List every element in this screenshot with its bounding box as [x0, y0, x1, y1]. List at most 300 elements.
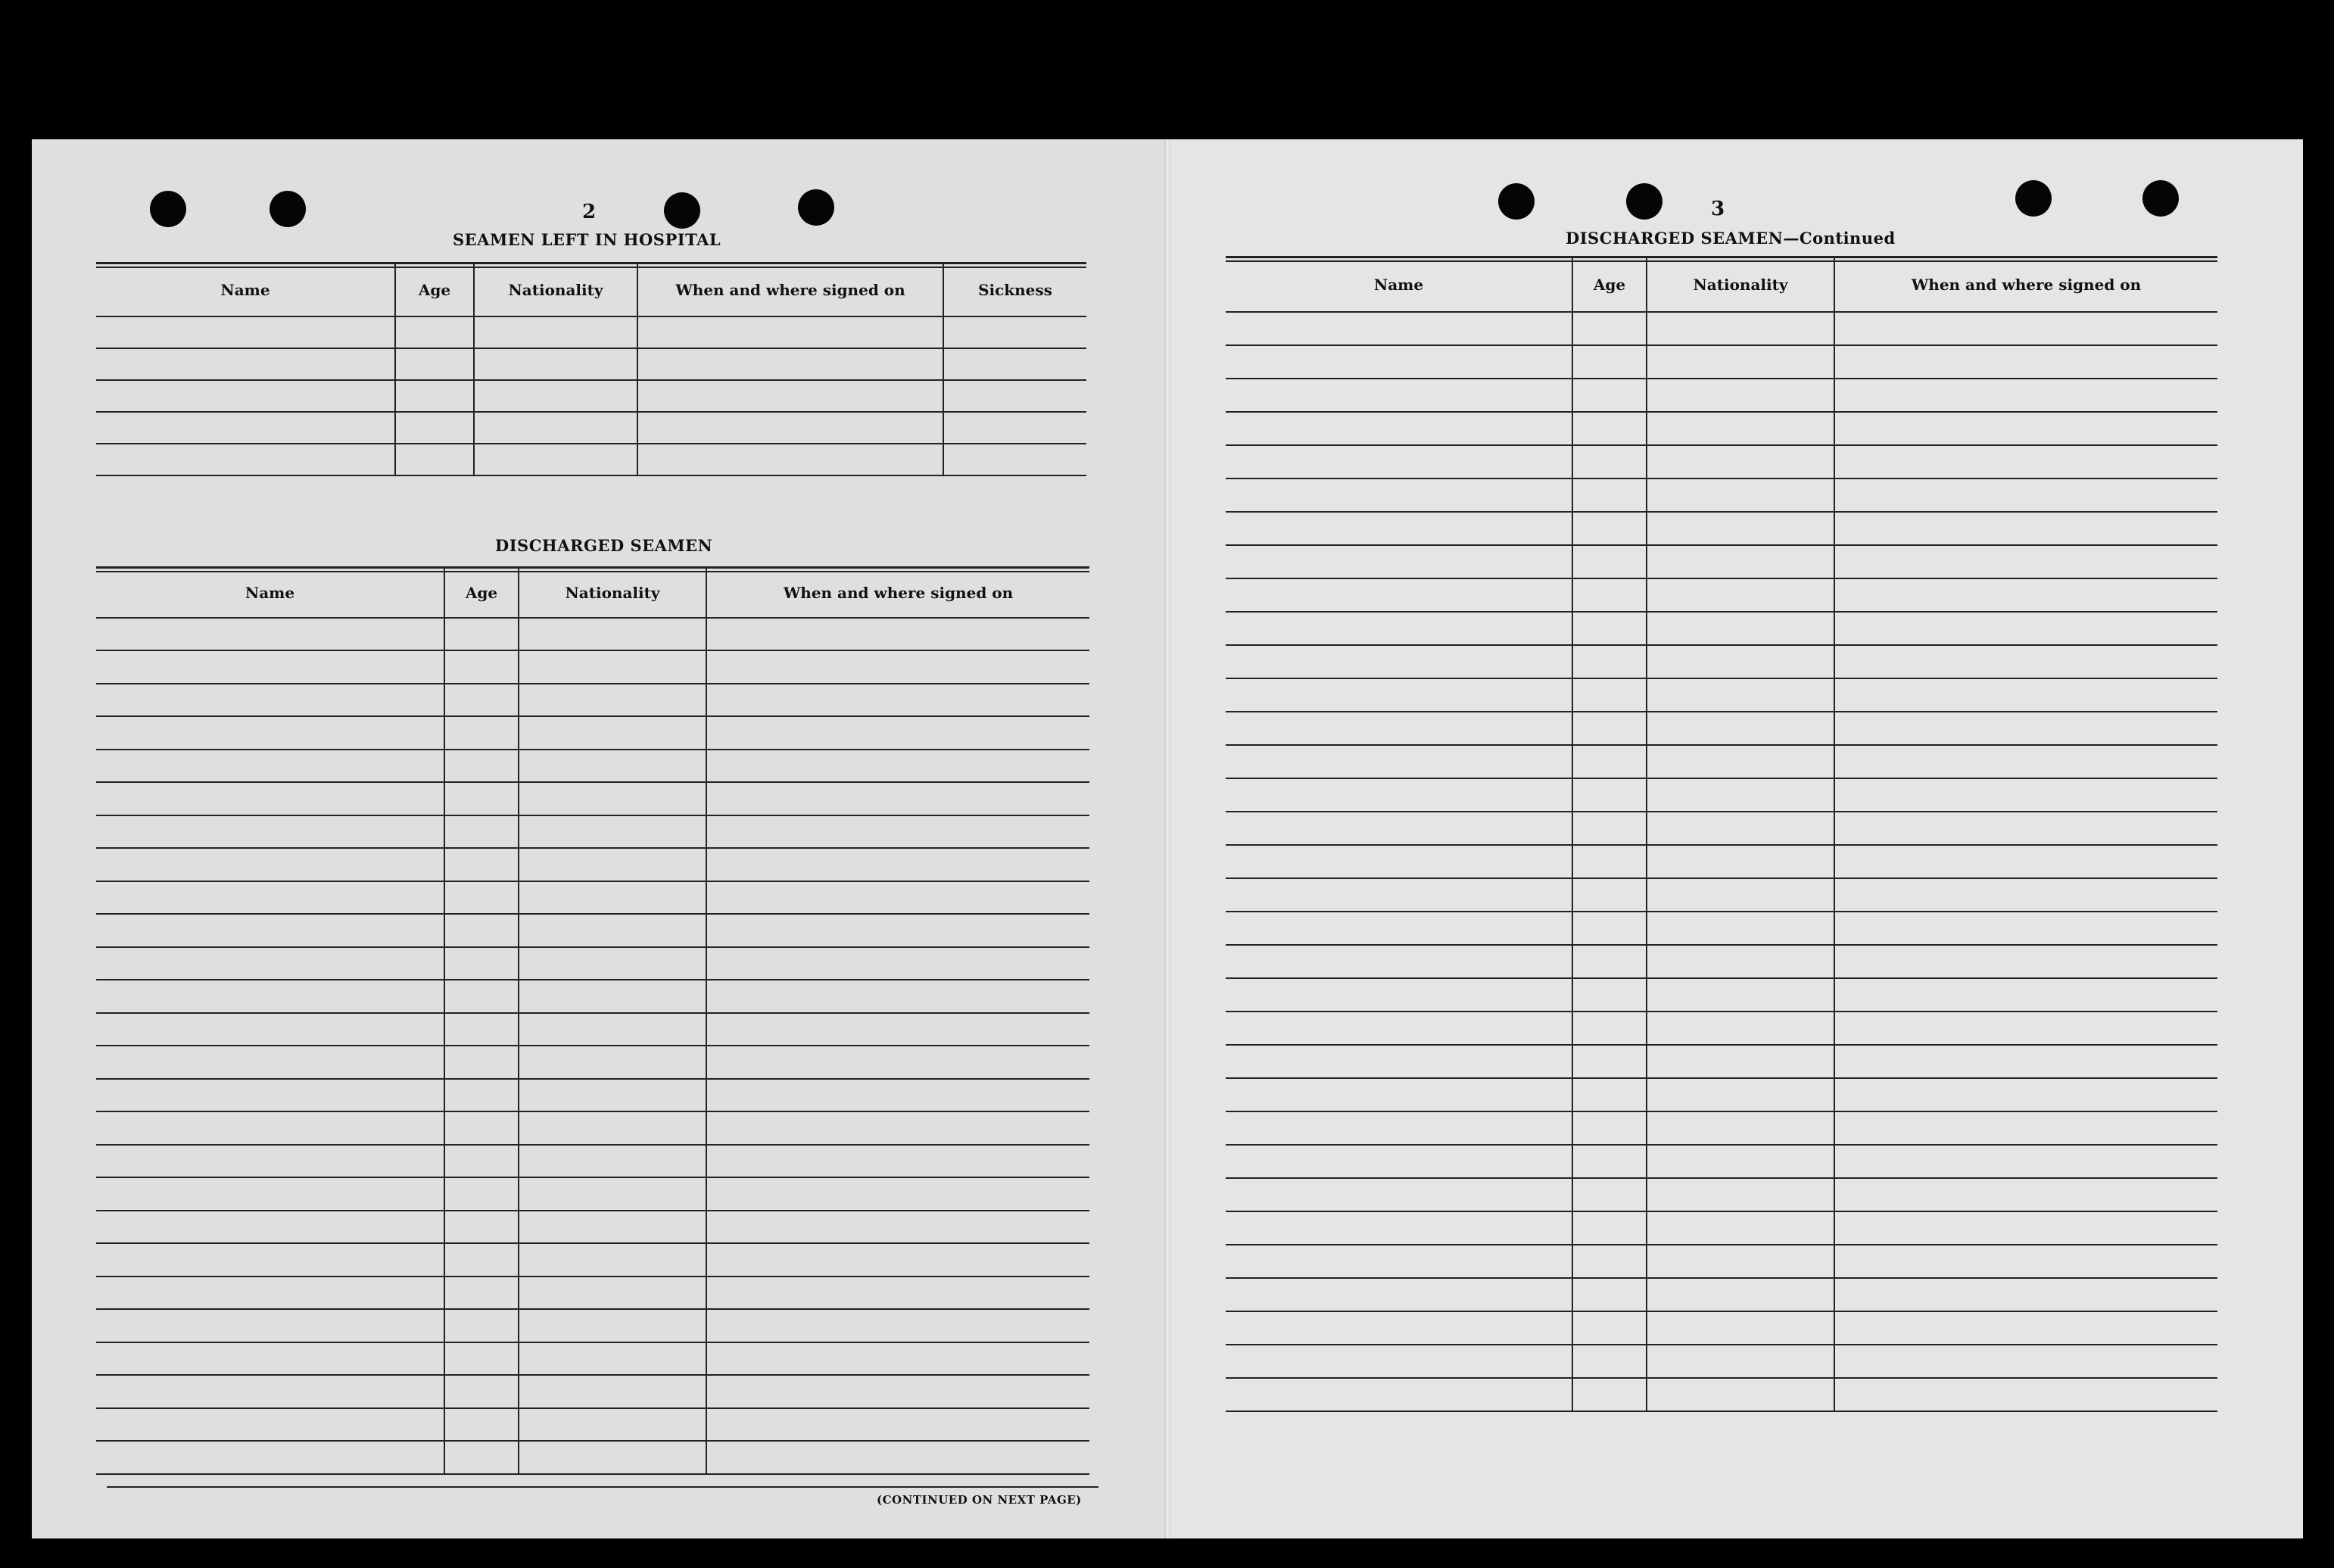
table-row — [1226, 1245, 2217, 1278]
table-cell — [1226, 1012, 1572, 1045]
table-cell — [706, 750, 1089, 783]
table-cell — [519, 947, 706, 980]
table-cell — [1226, 412, 1572, 445]
table-row — [96, 1309, 1089, 1342]
table-cell — [1226, 1245, 1572, 1278]
table-cell — [1834, 445, 2217, 479]
table-cell — [637, 380, 943, 412]
table-row — [96, 650, 1089, 684]
table-cell — [637, 412, 943, 444]
table-cell — [1647, 1178, 1834, 1211]
table-cell — [444, 684, 519, 717]
table-row — [1226, 1178, 2217, 1211]
table-cell — [1647, 812, 1834, 845]
table-cell — [706, 1375, 1089, 1408]
table-cell — [1572, 1278, 1647, 1311]
column-header: Nationality — [474, 263, 637, 316]
table-row — [1226, 612, 2217, 645]
table-cell — [1834, 1045, 2217, 1078]
table-cell — [1834, 778, 2217, 812]
table-cell — [1226, 745, 1572, 778]
table-cell — [1647, 1012, 1834, 1045]
table-row — [96, 1177, 1089, 1211]
table-row — [96, 348, 1086, 380]
table-cell — [1572, 578, 1647, 612]
table-row — [96, 1342, 1089, 1376]
table-cell — [474, 412, 637, 444]
table-cell — [519, 1408, 706, 1442]
table-cell — [1572, 1078, 1647, 1111]
table-cell — [1834, 878, 2217, 912]
column-header: Name — [96, 568, 444, 618]
table-cell — [1834, 712, 2217, 745]
table-cell — [1647, 1145, 1834, 1178]
table-cell — [1226, 712, 1572, 745]
table-cell — [1572, 845, 1647, 878]
table-cell — [1572, 745, 1647, 778]
table-cell — [706, 1441, 1089, 1474]
table-cell — [96, 914, 444, 947]
table-cell — [519, 848, 706, 881]
table-cell — [96, 1013, 444, 1046]
table-cell — [706, 1309, 1089, 1342]
table-row — [1226, 1211, 2217, 1245]
table-cell — [706, 848, 1089, 881]
punch-hole — [2142, 180, 2179, 217]
table-cell — [519, 980, 706, 1013]
table-cell — [1572, 778, 1647, 812]
table-cell — [519, 815, 706, 849]
table-cell — [444, 1211, 519, 1244]
table-cell — [1834, 578, 2217, 612]
table-cell — [474, 316, 637, 348]
table-cell — [1226, 479, 1572, 512]
table-cell — [519, 1145, 706, 1178]
table-cell — [96, 782, 444, 815]
table-cell — [706, 815, 1089, 849]
table-cell — [1226, 945, 1572, 978]
table-cell — [1647, 1211, 1834, 1245]
table-cell — [1226, 1111, 1572, 1145]
table-cell — [1226, 345, 1572, 379]
table-cell — [1226, 445, 1572, 479]
table-cell — [96, 380, 395, 412]
table-cell — [96, 444, 395, 475]
table-cell — [444, 914, 519, 947]
table-cell — [706, 1079, 1089, 1112]
table-cell — [96, 1309, 444, 1342]
punch-hole — [270, 191, 306, 227]
table-cell — [1647, 712, 1834, 745]
table-cell — [943, 380, 1086, 412]
table-cell — [1226, 545, 1572, 578]
column-header: Nationality — [519, 568, 706, 618]
table-row — [1226, 712, 2217, 745]
discharged-table — [96, 566, 1089, 1475]
table-row — [1226, 1012, 2217, 1045]
column-header: When and where signed on — [637, 263, 943, 316]
table-cell — [706, 980, 1089, 1013]
table-cell — [706, 684, 1089, 717]
table-cell — [1834, 1145, 2217, 1178]
table-row — [1226, 379, 2217, 412]
table-cell — [519, 1277, 706, 1310]
table-cell — [474, 348, 637, 380]
table-cell — [96, 1277, 444, 1310]
table-cell — [1834, 1278, 2217, 1311]
table-cell — [519, 1342, 706, 1376]
table-cell — [1226, 1178, 1572, 1211]
table-row — [96, 815, 1089, 849]
punch-hole — [1498, 183, 1535, 220]
table-cell — [1647, 978, 1834, 1012]
table-cell — [96, 980, 444, 1013]
table-cell — [444, 947, 519, 980]
table-cell — [96, 1177, 444, 1211]
table-cell — [1572, 1111, 1647, 1145]
title-suffix: —Continued — [1783, 229, 1896, 248]
table-cell — [519, 1046, 706, 1079]
table-cell — [1647, 1045, 1834, 1078]
table-cell — [1647, 312, 1834, 345]
table-cell — [96, 348, 395, 380]
table-cell — [1647, 945, 1834, 978]
table-cell — [706, 1243, 1089, 1277]
table-cell — [706, 1211, 1089, 1244]
table-cell — [1834, 845, 2217, 878]
table-row — [1226, 312, 2217, 345]
table-row — [96, 1145, 1089, 1178]
table-cell — [444, 1013, 519, 1046]
column-header: When and where signed on — [706, 568, 1089, 618]
table-cell — [1647, 1245, 1834, 1278]
table-cell — [1226, 379, 1572, 412]
table-cell — [444, 1145, 519, 1178]
table-cell — [1226, 845, 1572, 878]
table-cell — [706, 1111, 1089, 1145]
table-cell — [444, 1277, 519, 1310]
section-title-discharged-continued — [1566, 229, 1896, 248]
table-cell — [96, 1211, 444, 1244]
table-cell — [1226, 678, 1572, 712]
table-cell — [96, 947, 444, 980]
table-cell — [1834, 412, 2217, 445]
table-cell — [444, 1441, 519, 1474]
table-cell — [1226, 978, 1572, 1012]
table-cell — [96, 412, 395, 444]
table-cell — [706, 782, 1089, 815]
column-header: Age — [1572, 257, 1647, 312]
table-cell — [1647, 578, 1834, 612]
table-cell — [96, 1375, 444, 1408]
table-cell — [1834, 945, 2217, 978]
table-row — [96, 1441, 1089, 1474]
table-cell — [1572, 1211, 1647, 1245]
table-cell — [1226, 612, 1572, 645]
table-cell — [444, 1111, 519, 1145]
table-cell — [706, 716, 1089, 750]
table-cell — [1834, 678, 2217, 712]
table-row — [1226, 445, 2217, 479]
table-cell — [1572, 878, 1647, 912]
table-cell — [519, 782, 706, 815]
table-cell — [1572, 1378, 1647, 1411]
table-cell — [96, 1243, 444, 1277]
column-header: Name — [1226, 257, 1572, 312]
table-cell — [1834, 645, 2217, 678]
punch-hole — [2015, 180, 2052, 217]
table-row — [96, 1211, 1089, 1244]
table-cell — [1572, 1145, 1647, 1178]
table-cell — [474, 380, 637, 412]
table-cell — [519, 1375, 706, 1408]
table-cell — [1226, 512, 1572, 545]
table-row — [1226, 1078, 2217, 1111]
table-row — [1226, 1045, 2217, 1078]
table-row — [96, 380, 1086, 412]
table-cell — [519, 684, 706, 717]
title-main: DISCHARGED SEAMEN — [1566, 229, 1784, 248]
table-cell — [96, 750, 444, 783]
table-cell — [1572, 345, 1647, 379]
table-cell — [96, 1408, 444, 1442]
table-cell — [519, 1111, 706, 1145]
page-number: 2 — [582, 201, 597, 223]
table-cell — [519, 1211, 706, 1244]
table-row — [96, 1111, 1089, 1145]
table-cell — [1226, 1145, 1572, 1178]
table-cell — [1647, 1378, 1834, 1411]
table-cell — [1647, 612, 1834, 645]
table-cell — [474, 444, 637, 475]
table-cell — [1647, 778, 1834, 812]
table-row — [1226, 578, 2217, 612]
table-row — [1226, 678, 2217, 712]
punch-hole — [1626, 183, 1662, 220]
table-cell — [444, 848, 519, 881]
table-row — [1226, 845, 2217, 878]
table-cell — [444, 782, 519, 815]
column-header: Nationality — [1647, 257, 1834, 312]
table-cell — [96, 815, 444, 849]
table-cell — [96, 1079, 444, 1112]
table-row — [1226, 912, 2217, 945]
table-row — [1226, 1378, 2217, 1411]
table-cell — [1834, 1211, 2217, 1245]
table-cell — [444, 650, 519, 684]
table-cell — [444, 618, 519, 651]
table-cell — [1572, 1045, 1647, 1078]
table-row — [96, 1243, 1089, 1277]
table-cell — [1572, 479, 1647, 512]
table-cell — [1647, 479, 1834, 512]
continued-note: (CONTINUED ON NEXT PAGE) — [877, 1493, 1082, 1507]
table-cell — [444, 980, 519, 1013]
table-row — [96, 881, 1089, 915]
table-cell — [1834, 1378, 2217, 1411]
table-cell — [1226, 1211, 1572, 1245]
table-cell — [1647, 678, 1834, 712]
table-row — [1226, 1278, 2217, 1311]
table-cell — [395, 380, 474, 412]
table-cell — [1572, 812, 1647, 845]
table-cell — [519, 1243, 706, 1277]
table-cell — [1834, 345, 2217, 379]
table-cell — [519, 914, 706, 947]
table-cell — [1834, 612, 2217, 645]
table-cell — [395, 412, 474, 444]
table-cell — [706, 1013, 1089, 1046]
column-header: Sickness — [943, 263, 1086, 316]
table-cell — [444, 1046, 519, 1079]
table-row — [1226, 778, 2217, 812]
table-cell — [1226, 1078, 1572, 1111]
table-cell — [1834, 1178, 2217, 1211]
table-cell — [1226, 1045, 1572, 1078]
table-cell — [706, 1342, 1089, 1376]
table-cell — [519, 618, 706, 651]
table-cell — [1647, 1345, 1834, 1378]
table-cell — [1647, 745, 1834, 778]
table-row — [96, 618, 1089, 651]
table-cell — [1647, 1311, 1834, 1345]
table-cell — [1572, 978, 1647, 1012]
table-cell — [444, 1079, 519, 1112]
table-cell — [706, 1177, 1089, 1211]
table-cell — [1647, 912, 1834, 945]
table-row — [96, 750, 1089, 783]
table-row — [96, 848, 1089, 881]
table-row — [96, 444, 1086, 475]
table-row — [96, 980, 1089, 1013]
table-cell — [1647, 545, 1834, 578]
table-cell — [1572, 612, 1647, 645]
table-cell — [1834, 978, 2217, 1012]
table-cell — [1572, 545, 1647, 578]
table-cell — [1226, 878, 1572, 912]
table-cell — [1572, 445, 1647, 479]
table-cell — [1834, 545, 2217, 578]
table-row — [1226, 545, 2217, 578]
table-cell — [1572, 412, 1647, 445]
table-cell — [637, 444, 943, 475]
table-cell — [706, 914, 1089, 947]
table-row — [96, 782, 1089, 815]
column-header: Age — [395, 263, 474, 316]
table-row — [1226, 978, 2217, 1012]
table-cell — [1834, 1345, 2217, 1378]
table-row — [96, 716, 1089, 750]
table-cell — [519, 1079, 706, 1112]
table-cell — [1834, 1245, 2217, 1278]
table-cell — [943, 348, 1086, 380]
table-cell — [1834, 312, 2217, 345]
table-cell — [444, 1243, 519, 1277]
table-cell — [637, 316, 943, 348]
table-cell — [1647, 1111, 1834, 1145]
table-cell — [943, 412, 1086, 444]
table-row — [96, 914, 1089, 947]
table-row — [96, 1046, 1089, 1079]
table-cell — [519, 650, 706, 684]
table-cell — [1834, 1078, 2217, 1111]
column-header: Age — [444, 568, 519, 618]
table-cell — [96, 618, 444, 651]
table-cell — [1572, 1178, 1647, 1211]
table-row — [1226, 345, 2217, 379]
table-cell — [96, 1145, 444, 1178]
section-title-hospital: SEAMEN LEFT IN HOSPITAL — [453, 230, 721, 249]
table-cell — [1834, 479, 2217, 512]
table-cell — [519, 881, 706, 915]
table-cell — [1226, 1278, 1572, 1311]
table-cell — [519, 750, 706, 783]
table-row — [96, 1013, 1089, 1046]
table-cell — [706, 881, 1089, 915]
table-cell — [1572, 1012, 1647, 1045]
table-row — [96, 1375, 1089, 1408]
table-row — [1226, 512, 2217, 545]
table-row — [1226, 945, 2217, 978]
page-fold — [1164, 139, 1170, 1538]
table-cell — [706, 650, 1089, 684]
table-cell — [395, 348, 474, 380]
table-cell — [96, 316, 395, 348]
table-cell — [1226, 1311, 1572, 1345]
punch-hole — [150, 191, 186, 227]
table-row — [1226, 878, 2217, 912]
table-row — [96, 1277, 1089, 1310]
table-cell — [1572, 945, 1647, 978]
table-row — [1226, 1345, 2217, 1378]
discharged-continued-table-body — [1226, 312, 2217, 1411]
table-row — [1226, 1311, 2217, 1345]
table-cell — [1572, 312, 1647, 345]
table-cell — [706, 618, 1089, 651]
table-cell — [1572, 1245, 1647, 1278]
table-cell — [1834, 745, 2217, 778]
table-cell — [444, 1408, 519, 1442]
table-cell — [1226, 812, 1572, 845]
table-cell — [1572, 645, 1647, 678]
table-cell — [1647, 379, 1834, 412]
table-cell — [444, 881, 519, 915]
table-row — [96, 947, 1089, 980]
table-cell — [519, 1309, 706, 1342]
table-cell — [1226, 778, 1572, 812]
table-cell — [1834, 912, 2217, 945]
table-cell — [1647, 512, 1834, 545]
table-cell — [96, 1046, 444, 1079]
table-cell — [1834, 379, 2217, 412]
table-cell — [96, 650, 444, 684]
table-cell — [637, 348, 943, 380]
discharged-table-body — [96, 618, 1089, 1474]
table-cell — [96, 716, 444, 750]
table-cell — [1647, 878, 1834, 912]
table-cell — [444, 1342, 519, 1376]
table-cell — [1572, 912, 1647, 945]
punch-hole — [664, 192, 700, 229]
table-cell — [1647, 845, 1834, 878]
table-cell — [1647, 1278, 1834, 1311]
table-cell — [1834, 512, 2217, 545]
table-cell — [1647, 1078, 1834, 1111]
table-cell — [96, 1342, 444, 1376]
table-cell — [395, 316, 474, 348]
table-cell — [96, 1111, 444, 1145]
table-cell — [1647, 645, 1834, 678]
